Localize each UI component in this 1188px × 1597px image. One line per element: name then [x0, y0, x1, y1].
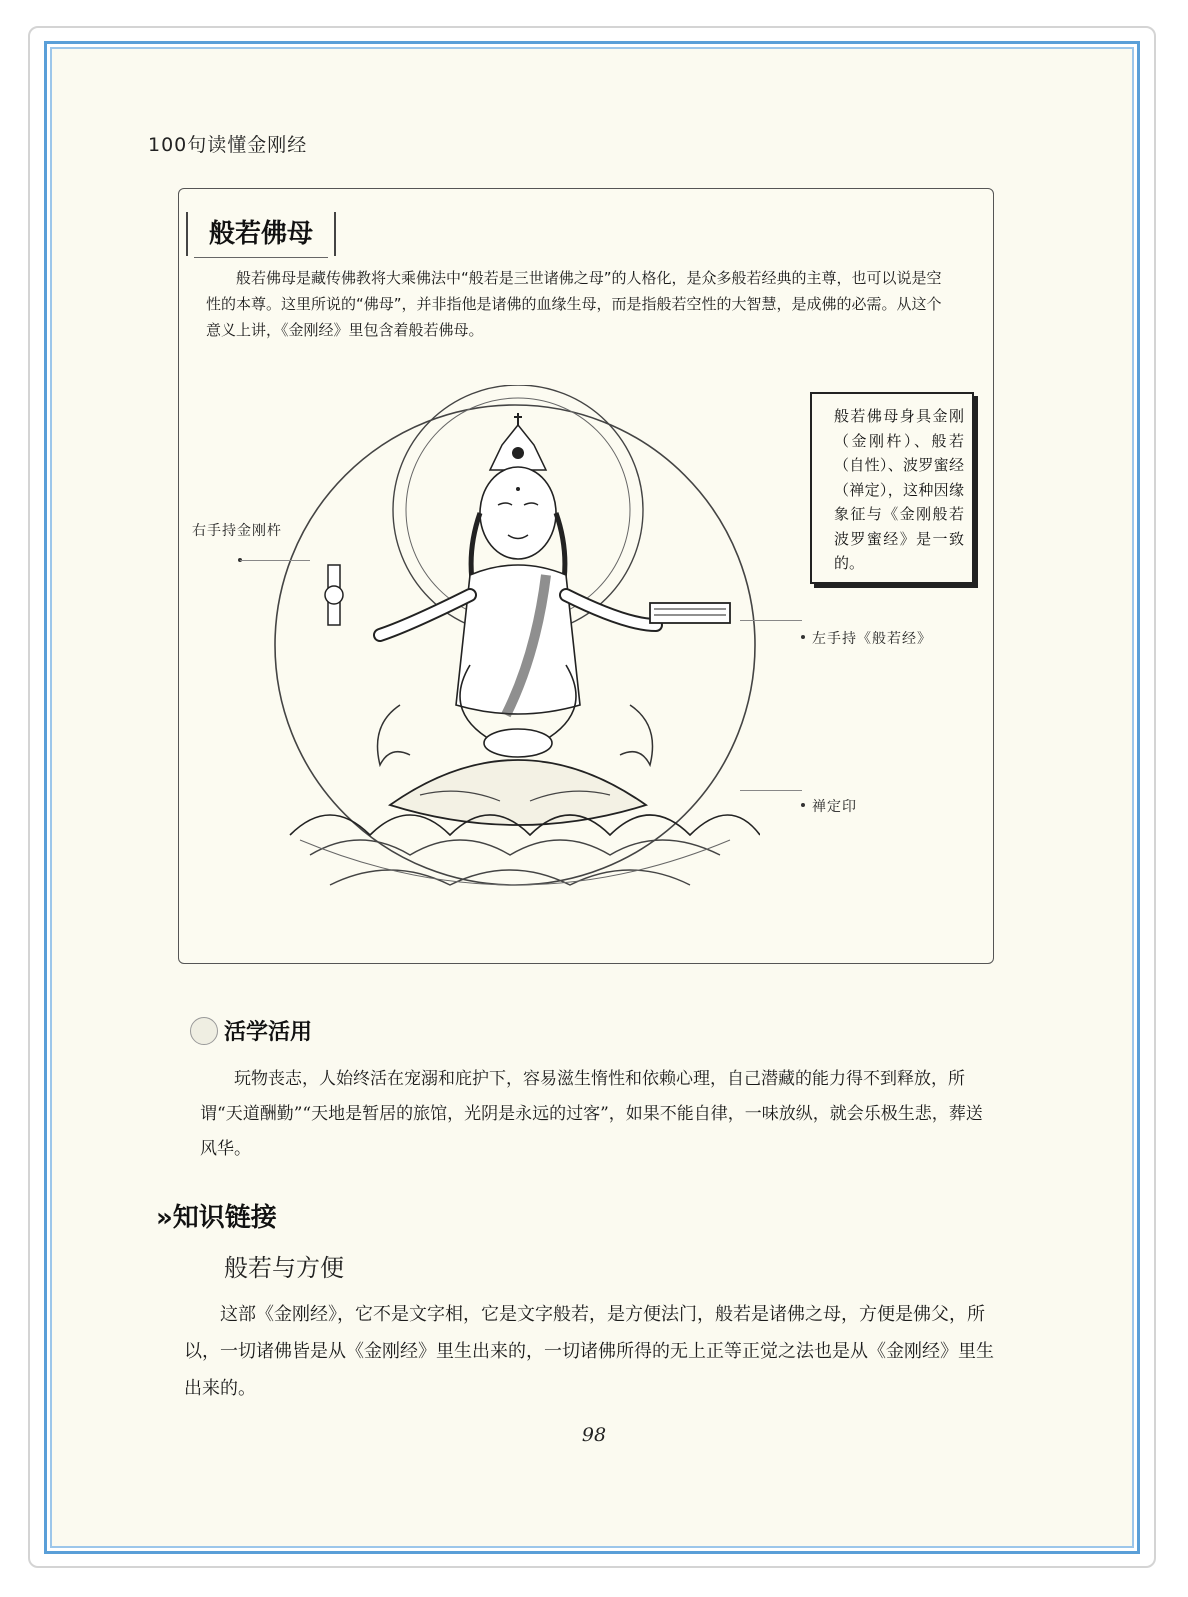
- side-note-box: 般若佛母身具金刚（金刚杵）、般若（自性）、波罗蜜经（禅定），这种因缘象征与《金刚般若波罗蜜经》是一致的。: [810, 392, 974, 584]
- label-right-hand: 右手持金刚杵: [192, 523, 282, 539]
- leader-line-left-hand: [740, 620, 802, 621]
- section-badge-icon: [190, 1017, 218, 1045]
- leader-dot-mudra: [801, 803, 805, 807]
- section-heading: [190, 1016, 312, 1048]
- label-mudra: 禅定印: [812, 799, 857, 815]
- knowledge-subheading: 般若与方便: [224, 1254, 344, 1282]
- section-heading-text: 活学活用: [224, 1019, 313, 1045]
- page-number: 98: [581, 1424, 607, 1446]
- leader-line-right-hand: [240, 560, 310, 561]
- panel-intro-text: 般若佛母是藏传佛教将大乘佛法中“般若是三世诸佛之母”的人格化，是众多般若经典的主尊，也可以说是空性的本尊。这里所说的“佛母”，并非指他是诸佛的血缘生母，而是指般若空性的大智慧，是成佛的必需。从这个意义上讲，《金刚经》里包含着般若佛母。: [206, 269, 942, 339]
- knowledge-heading: »知识链接: [156, 1203, 277, 1233]
- knowledge-paragraph: 这部《金刚经》，它不是文字相，它是文字般若，是方便法门，般若是诸佛之母，方便是佛父，所以，一切诸佛皆是从《金刚经》里生出来的，一切诸佛所得的无上正等正觉之法也是从《金刚经》里生出来的。: [184, 1304, 994, 1399]
- leader-dot-left-hand: [801, 635, 805, 639]
- label-left-hand: 左手持《般若经》: [812, 631, 932, 647]
- running-head: 100句读懂金刚经: [148, 134, 308, 156]
- leader-line-mudra: [740, 790, 802, 791]
- panel-title: 般若佛母: [186, 212, 336, 256]
- section-paragraph: 玩物丧志，人始终活在宠溺和庇护下，容易滋生惰性和依赖心理，自己潜藏的能力得不到释放，所谓“天道酬勤”“天地是暂居的旅馆，光阴是永远的过客”，如果不能自律，一味放纵，就会乐极生悲，葬送风华。: [200, 1069, 983, 1159]
- prajnaparamita-illustration: [270, 385, 760, 925]
